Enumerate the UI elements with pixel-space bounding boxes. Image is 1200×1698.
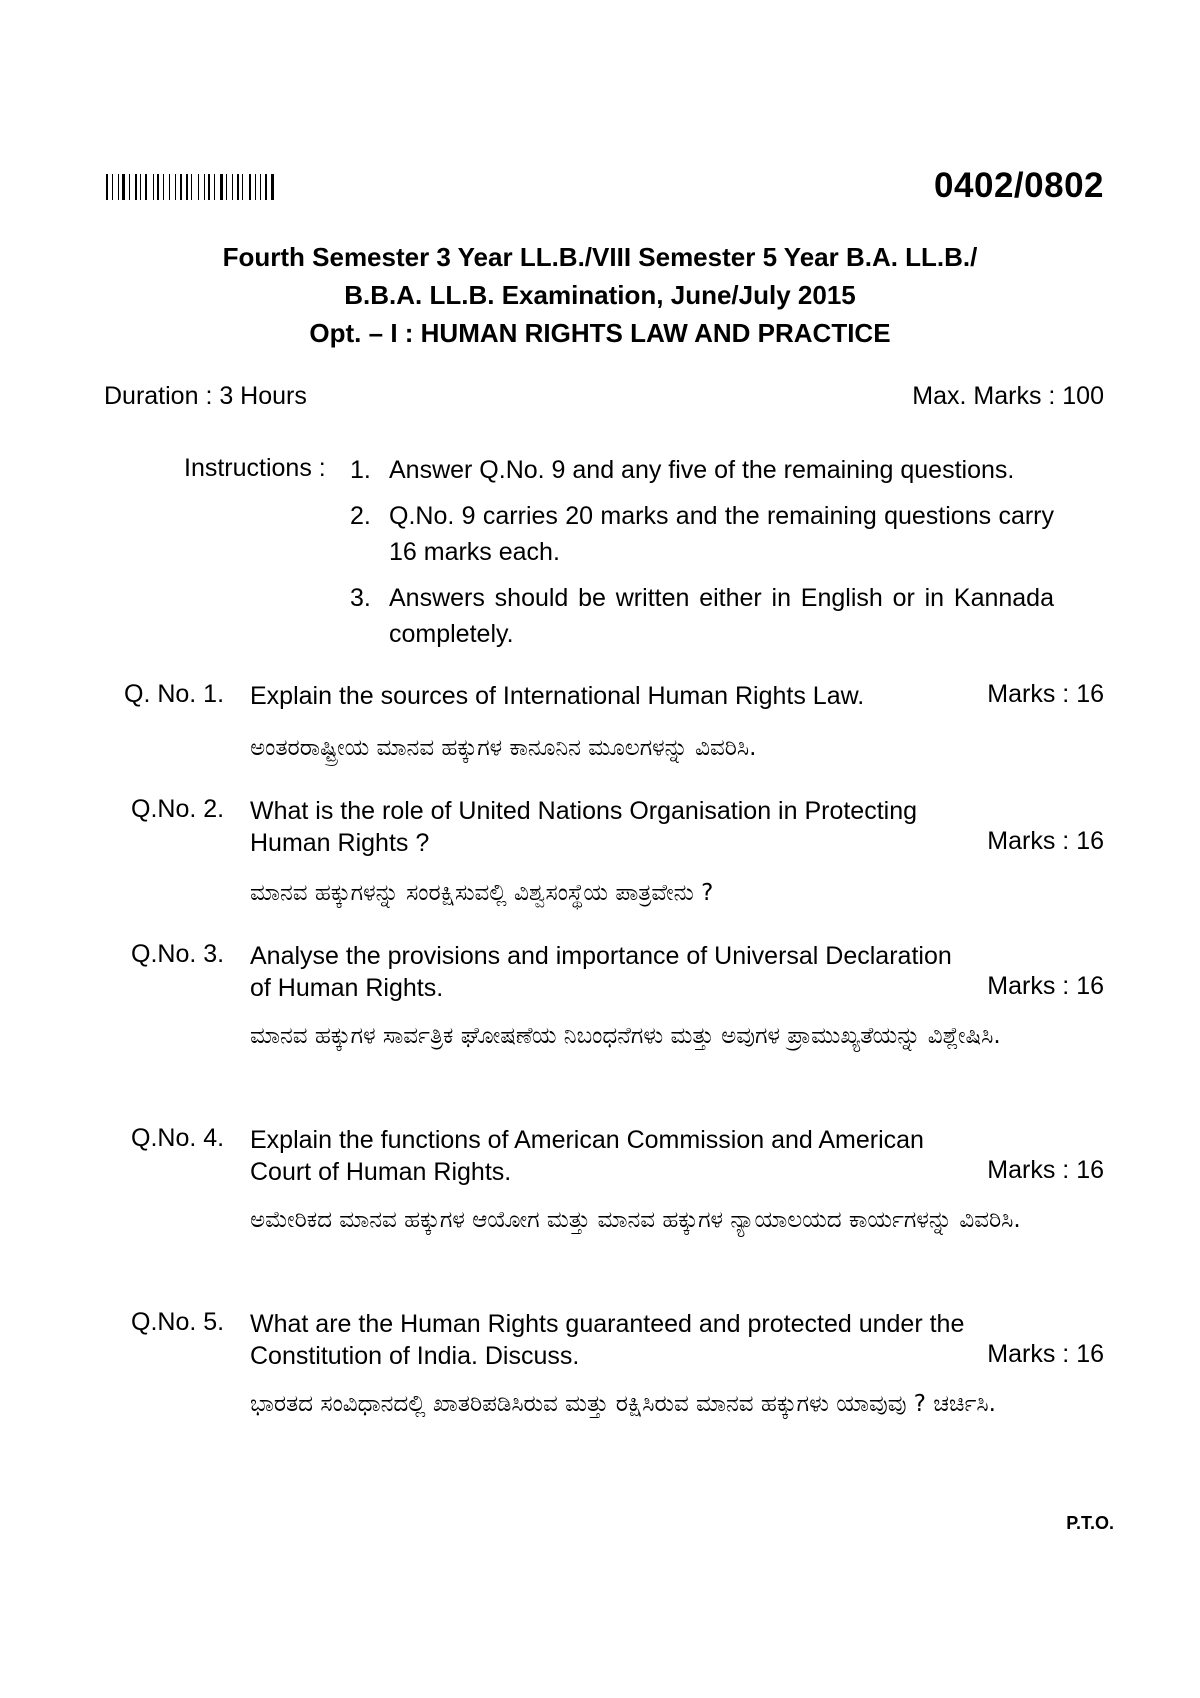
barcode (106, 174, 332, 200)
question-text: Explain the functions of American Commission and American Court of Human Rights. (250, 1126, 924, 1186)
pto-label: P.T.O. (1066, 1513, 1114, 1533)
question-number: Q.No. 5. (131, 1308, 225, 1336)
question-text: What is the role of United Nations Organisation in Protecting Human Rights ? (250, 797, 918, 857)
question-text-kannada: ಮಾನವ ಹಕ್ಕುಗಳನ್ನು ಸಂರಕ್ಷಿಸುವಲ್ಲಿ ವಿಶ್ವಸಂಸ್ಥೆಯ ಪಾತ್ರವೇನು ? (250, 880, 714, 906)
question-number: Q.No. 3. (131, 940, 225, 968)
question-text-kannada: ಅಮೇರಿಕದ ಮಾನವ ಹಕ್ಕುಗಳ ಆಯೋಗ ಮತ್ತು ಮಾನವ ಹಕ್ಕುಗಳ ನ್ಯಾಯಾಲಯದ ಕಾರ್ಯಗಳನ್ನು ವಿವರಿಸಿ. (250, 1207, 1021, 1233)
instruction-text: Answers should be written either in English or in Kannada completely. (389, 584, 1054, 648)
question-text-kannada: ಅಂತರರಾಷ್ಟ್ರೀಯ ಮಾನವ ಹಕ್ಕುಗಳ ಕಾನೂನಿನ ಮೂಲಗಳನ್ನು ವಿವರಿಸಿ. (250, 735, 757, 761)
instruction-text: Q.No. 9 carries 20 marks and the remaining questions carry 16 marks each. (389, 502, 1054, 566)
question-text: Explain the sources of International Human Rights Law. (250, 682, 865, 710)
duration: Duration : 3 Hours (104, 382, 307, 410)
exam-title-line-3: Opt. – I : HUMAN RIGHTS LAW AND PRACTICE (309, 318, 891, 348)
question-marks: Marks : 16 (987, 827, 1104, 855)
instruction-text: Answer Q.No. 9 and any five of the remaining questions. (389, 456, 1015, 484)
question-marks: Marks : 16 (987, 972, 1104, 1000)
question-text: Analyse the provisions and importance of Universal Declaration of Human Rights. (250, 942, 952, 1002)
instructions-label: Instructions : (184, 454, 326, 482)
instruction-number: 1. (350, 456, 371, 484)
question-text-kannada: ಮಾನವ ಹಕ್ಕುಗಳ ಸಾರ್ವತ್ರಿಕ ಘೋಷಣೆಯ ನಿಬಂಧನೆಗಳು ಮತ್ತು ಅವುಗಳ ಪ್ರಾಮುಖ್ಯತೆಯನ್ನು ವಿಶ್ಲೇಷಿಸಿ. (250, 1023, 1001, 1049)
question-number: Q. No. 1. (124, 680, 225, 708)
exam-title-line-1: Fourth Semester 3 Year LL.B./VIII Semester 5 Year B.A. LL.B./ (222, 242, 978, 272)
question-number: Q.No. 2. (131, 795, 225, 823)
question-marks: Marks : 16 (987, 680, 1104, 708)
question-marks: Marks : 16 (987, 1340, 1104, 1368)
question-text-kannada: ಭಾರತದ ಸಂವಿಧಾನದಲ್ಲಿ ಖಾತರಿಪಡಿಸಿರುವ ಮತ್ತು ರಕ್ಷಿಸಿರುವ ಮಾನವ ಹಕ್ಕುಗಳು ಯಾವುವು ? ಚರ್ಚಿಸಿ. (250, 1391, 996, 1417)
max-marks: Max. Marks : 100 (912, 382, 1104, 410)
exam-title-line-2: B.B.A. LL.B. Examination, June/July 2015 (344, 280, 856, 310)
instruction-number: 3. (350, 584, 371, 612)
question-number: Q.No. 4. (131, 1124, 225, 1152)
question-marks: Marks : 16 (987, 1156, 1104, 1184)
instruction-number: 2. (350, 502, 371, 530)
paper-code: 0402/0802 (934, 166, 1104, 205)
question-text: What are the Human Rights guaranteed and protected under the Constitution of India. Discuss. (250, 1310, 965, 1370)
